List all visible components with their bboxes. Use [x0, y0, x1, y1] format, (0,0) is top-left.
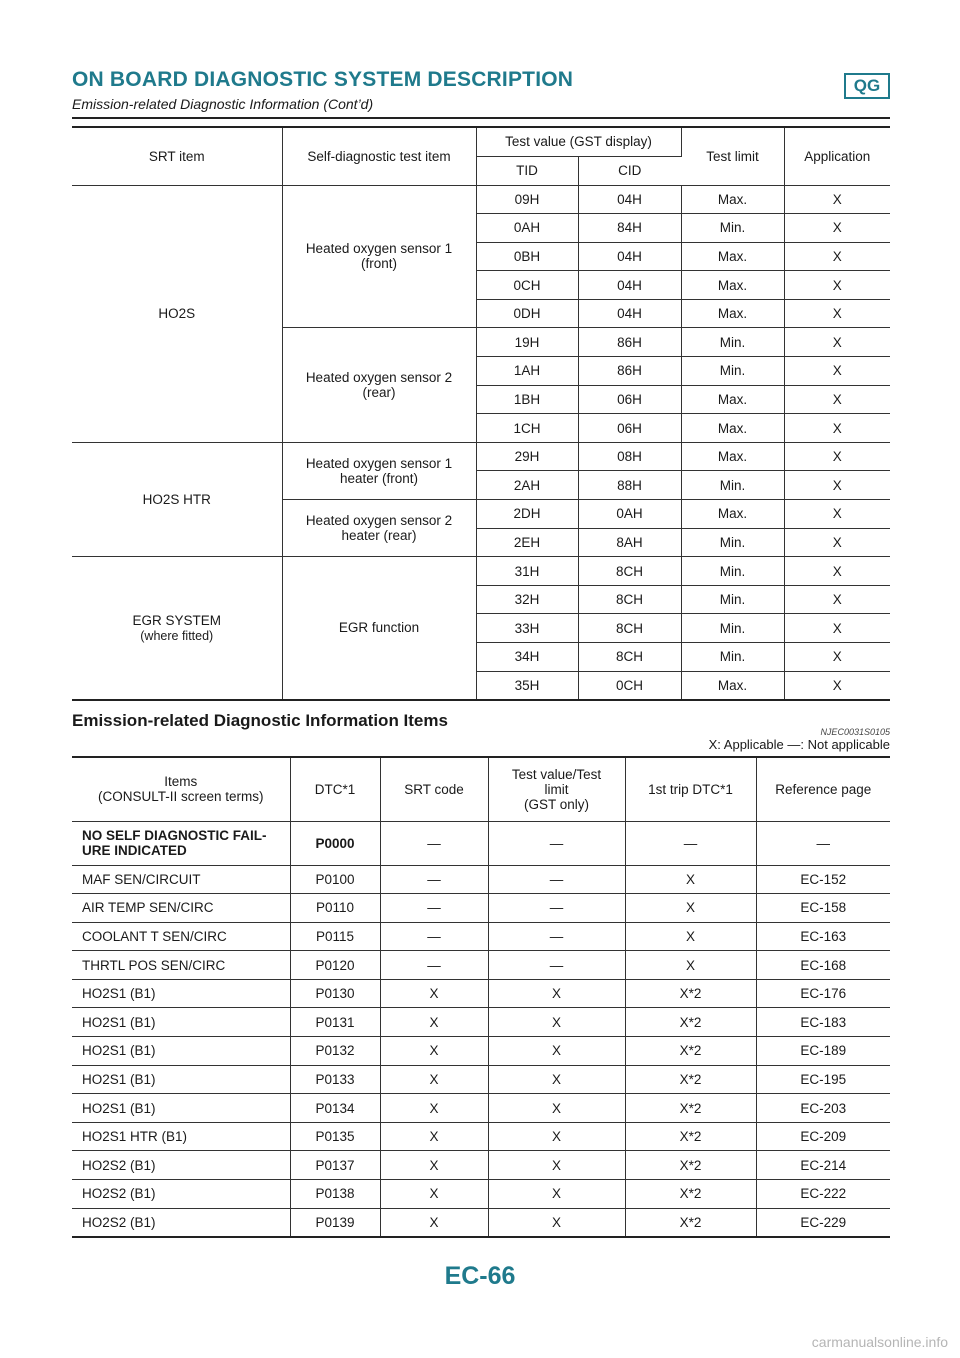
table-cell: 04H — [578, 271, 681, 300]
table-cell: X — [380, 1037, 488, 1066]
srt-test-hos2 — [282, 328, 476, 442]
table-cell: COOLANT T SEN/CIRC — [72, 922, 290, 951]
cell-text-line: Heated oxygen sensor 2 — [305, 513, 453, 529]
table-cell: 31H — [476, 557, 578, 586]
table-cell: P0131 — [290, 1008, 380, 1037]
table-cell: 06H — [578, 385, 681, 414]
table-cell: Max. — [681, 299, 784, 328]
table-cell: HO2S1 (B1) — [72, 1008, 290, 1037]
cell-text-line: (rear) — [362, 385, 396, 401]
table-cell: 88H — [578, 471, 681, 500]
table-cell: — — [756, 821, 890, 865]
table-cell: P0135 — [290, 1122, 380, 1151]
table-cell: X — [784, 614, 890, 643]
section-legend: X: Applicable —: Not applicable — [708, 737, 890, 752]
srt-header-test-limit: Test limit — [681, 127, 784, 185]
table-cell: X — [488, 979, 625, 1008]
table-cell: Max. — [681, 385, 784, 414]
srt-header-tid: TID — [476, 156, 578, 185]
table-row — [72, 1008, 890, 1037]
table-cell: X — [380, 1208, 488, 1237]
table-cell: — — [380, 951, 488, 980]
table-row — [72, 1122, 890, 1151]
cell-text-line: (front) — [360, 256, 397, 272]
table-cell: 06H — [578, 414, 681, 443]
table-cell: — — [488, 865, 625, 894]
table-cell: X — [488, 1008, 625, 1037]
table-cell: — — [488, 922, 625, 951]
cell-text-line: (GST only) — [523, 796, 589, 812]
table-row — [72, 821, 890, 865]
cell-text-line: Heated oxygen sensor 1 — [305, 241, 453, 257]
watermark: carmanualsonline.info — [811, 1334, 948, 1350]
table-cell: X — [380, 1008, 488, 1037]
cell-text-line: heater (rear) — [341, 528, 417, 544]
table-cell: X — [488, 1151, 625, 1180]
table-cell: 08H — [578, 442, 681, 471]
section-title: Emission-related Diagnostic Information Items — [72, 711, 448, 730]
srt-header-self-diag: Self-diagnostic test item — [282, 127, 476, 185]
table-row — [72, 1065, 890, 1094]
table-cell: X — [488, 1037, 625, 1066]
table-cell: EC-189 — [756, 1037, 890, 1066]
table-row — [72, 951, 890, 980]
table-row — [72, 1180, 890, 1209]
table-cell: X — [784, 299, 890, 328]
table-cell: Min. — [681, 643, 784, 672]
table-cell: 8AH — [578, 528, 681, 557]
table-cell: 8CH — [578, 643, 681, 672]
table-cell: X — [784, 385, 890, 414]
table-cell: X — [784, 471, 890, 500]
table-cell: 0BH — [476, 242, 578, 271]
table-cell: Min. — [681, 214, 784, 243]
table-cell: HO2S1 (B1) — [72, 1094, 290, 1123]
page-title: ON BOARD DIAGNOSTIC SYSTEM DESCRIPTION — [72, 68, 574, 91]
table-cell: EC-195 — [756, 1065, 890, 1094]
table-cell: EC-203 — [756, 1094, 890, 1123]
table-cell: X — [488, 1122, 625, 1151]
table-cell: Min. — [681, 471, 784, 500]
table-cell: P0134 — [290, 1094, 380, 1123]
cell-text-line: Items — [164, 774, 198, 790]
table-cell: EC-176 — [756, 979, 890, 1008]
table-cell: X — [784, 328, 890, 357]
table-cell: P0115 — [290, 922, 380, 951]
table-cell: X — [488, 1208, 625, 1237]
table-cell: Min. — [681, 528, 784, 557]
table-cell: X — [625, 865, 756, 894]
table-cell: X — [784, 528, 890, 557]
table-cell: X — [488, 1065, 625, 1094]
table-cell: Min. — [681, 585, 784, 614]
table-cell: X — [380, 1151, 488, 1180]
table-cell: X — [625, 894, 756, 923]
table-cell: X — [380, 1094, 488, 1123]
cell-text-line: NO SELF DIAGNOSTIC FAIL- — [82, 828, 267, 843]
table-cell: X — [784, 357, 890, 386]
table-cell: HO2S1 (B1) — [72, 1037, 290, 1066]
table-cell: 1CH — [476, 414, 578, 443]
table-cell: HO2S2 (B1) — [72, 1151, 290, 1180]
table-cell: Max. — [681, 500, 784, 529]
table-cell: 32H — [476, 585, 578, 614]
table-cell: 8CH — [578, 585, 681, 614]
table-cell: X — [488, 1180, 625, 1209]
table-cell: EC-222 — [756, 1180, 890, 1209]
srt-table — [72, 126, 890, 701]
cell-text-line: Heated oxygen sensor 1 — [305, 455, 453, 471]
table-cell: 2EH — [476, 528, 578, 557]
cell-text-line: (where fitted) — [140, 628, 214, 643]
items-header-1st-trip: 1st trip DTC*1 — [625, 757, 756, 821]
table-cell: X — [625, 951, 756, 980]
srt-test-htr1 — [282, 442, 476, 499]
page-number: EC-66 — [444, 1262, 516, 1290]
srt-header-srt-item: SRT item — [72, 127, 282, 185]
table-cell: EC-168 — [756, 951, 890, 980]
srt-header-test-value: Test value (GST display) — [476, 127, 681, 156]
table-cell: X — [784, 557, 890, 586]
table-cell: 0CH — [578, 671, 681, 700]
table-cell: X — [784, 414, 890, 443]
table-cell: X — [625, 922, 756, 951]
table-cell: 2DH — [476, 500, 578, 529]
table-cell: X*2 — [625, 1122, 756, 1151]
table-row — [72, 1208, 890, 1237]
table-cell: 35H — [476, 671, 578, 700]
table-cell: HO2S1 HTR (B1) — [72, 1122, 290, 1151]
table-row — [72, 1037, 890, 1066]
table-cell: HO2S2 (B1) — [72, 1180, 290, 1209]
table-cell: — — [380, 894, 488, 923]
srt-header-cid: CID — [578, 156, 681, 185]
table-cell: Max. — [681, 242, 784, 271]
table-row — [72, 979, 890, 1008]
table-cell: Max. — [681, 442, 784, 471]
table-cell: Min. — [681, 557, 784, 586]
table-cell: X*2 — [625, 1208, 756, 1237]
items-header-dtc: DTC*1 — [290, 757, 380, 821]
table-cell: X — [784, 500, 890, 529]
table-cell: 19H — [476, 328, 578, 357]
table-cell: X — [380, 1180, 488, 1209]
table-cell: P0100 — [290, 865, 380, 894]
table-cell: HO2S1 (B1) — [72, 1065, 290, 1094]
table-cell: P0138 — [290, 1180, 380, 1209]
table-cell: THRTL POS SEN/CIRC — [72, 951, 290, 980]
table-cell: — — [380, 821, 488, 865]
table-cell: P0132 — [290, 1037, 380, 1066]
table-cell: — — [625, 821, 756, 865]
table-cell: X — [784, 671, 890, 700]
table-cell: 0AH — [578, 500, 681, 529]
table-cell: 1BH — [476, 385, 578, 414]
table-cell: — — [380, 922, 488, 951]
section-code: NJEC0031S0105 — [820, 727, 890, 737]
srt-group-ho2s: HO2S — [72, 185, 282, 442]
table-cell: EC-152 — [756, 865, 890, 894]
table-row — [72, 185, 890, 214]
table-cell: EC-163 — [756, 922, 890, 951]
table-cell: X*2 — [625, 1037, 756, 1066]
table-cell: 09H — [476, 185, 578, 214]
table-cell: Max. — [681, 185, 784, 214]
table-cell: X — [380, 979, 488, 1008]
table-cell: EC-229 — [756, 1208, 890, 1237]
srt-group-egr — [72, 557, 282, 700]
cell-text-line: (CONSULT-II screen terms) — [97, 789, 264, 805]
table-cell: 0AH — [476, 214, 578, 243]
table-cell: HO2S2 (B1) — [72, 1208, 290, 1237]
table-cell: X — [784, 643, 890, 672]
table-cell: X*2 — [625, 1008, 756, 1037]
table-cell: 86H — [578, 328, 681, 357]
table-cell: P0120 — [290, 951, 380, 980]
table-row — [72, 894, 890, 923]
cell-text-line: limit — [544, 781, 569, 797]
table-cell: 33H — [476, 614, 578, 643]
table-cell: X — [380, 1065, 488, 1094]
table-cell: — — [488, 821, 625, 865]
srt-group-ho2s-htr: HO2S HTR — [72, 442, 282, 556]
table-row — [72, 1151, 890, 1180]
table-row — [72, 922, 890, 951]
table-row — [72, 442, 890, 471]
items-table — [72, 756, 890, 1238]
header-rule — [72, 117, 890, 119]
table-cell: Max. — [681, 671, 784, 700]
items-header-test-value — [488, 757, 625, 821]
table-cell: X — [784, 585, 890, 614]
table-cell: X — [784, 271, 890, 300]
table-cell: X — [784, 185, 890, 214]
table-cell: X*2 — [625, 1094, 756, 1123]
table-cell: Min. — [681, 357, 784, 386]
srt-test-htr2 — [282, 500, 476, 557]
table-cell: 8CH — [578, 614, 681, 643]
table-cell: 34H — [476, 643, 578, 672]
table-cell: EC-183 — [756, 1008, 890, 1037]
table-cell: X — [784, 214, 890, 243]
table-cell: EC-158 — [756, 894, 890, 923]
cell-text-line: Test value/Test — [511, 766, 602, 782]
table-cell: X*2 — [625, 1151, 756, 1180]
table-row — [72, 1094, 890, 1123]
table-cell: HO2S1 (B1) — [72, 979, 290, 1008]
cell-text-line: EGR SYSTEM — [132, 612, 221, 628]
engine-badge: QG — [844, 73, 890, 99]
table-cell: X*2 — [625, 1180, 756, 1209]
item-name — [72, 821, 290, 865]
table-row — [72, 865, 890, 894]
table-cell: X — [784, 242, 890, 271]
table-cell: X*2 — [625, 979, 756, 1008]
table-cell: 84H — [578, 214, 681, 243]
table-cell: P0000 — [290, 821, 380, 865]
table-cell: P0110 — [290, 894, 380, 923]
table-cell: EC-214 — [756, 1151, 890, 1180]
table-cell: — — [380, 865, 488, 894]
table-cell: 8CH — [578, 557, 681, 586]
table-cell: X — [488, 1094, 625, 1123]
table-cell: 29H — [476, 442, 578, 471]
table-cell: 86H — [578, 357, 681, 386]
table-cell: 1AH — [476, 357, 578, 386]
cell-text-line: Heated oxygen sensor 2 — [305, 370, 453, 386]
table-cell: 04H — [578, 242, 681, 271]
table-cell: P0130 — [290, 979, 380, 1008]
table-row — [72, 557, 890, 586]
srt-header-application: Application — [784, 127, 890, 185]
table-cell: X*2 — [625, 1065, 756, 1094]
cell-text-line: URE INDICATED — [82, 843, 187, 858]
table-cell: 0CH — [476, 271, 578, 300]
table-cell: Min. — [681, 328, 784, 357]
table-cell: Max. — [681, 271, 784, 300]
cell-text-line: heater (front) — [339, 470, 419, 486]
table-cell: EC-209 — [756, 1122, 890, 1151]
items-header-items — [72, 757, 290, 821]
table-cell: 04H — [578, 185, 681, 214]
table-cell: 04H — [578, 299, 681, 328]
table-cell: X — [784, 442, 890, 471]
table-cell: X — [380, 1122, 488, 1151]
srt-test-hos1 — [282, 185, 476, 328]
table-cell: 0DH — [476, 299, 578, 328]
items-header-reference: Reference page — [756, 757, 890, 821]
table-cell: Max. — [681, 414, 784, 443]
table-cell: Min. — [681, 614, 784, 643]
table-cell: 2AH — [476, 471, 578, 500]
table-cell: MAF SEN/CIRCUIT — [72, 865, 290, 894]
table-cell: — — [488, 951, 625, 980]
table-cell: P0133 — [290, 1065, 380, 1094]
table-cell: AIR TEMP SEN/CIRC — [72, 894, 290, 923]
table-cell: P0139 — [290, 1208, 380, 1237]
table-cell: P0137 — [290, 1151, 380, 1180]
items-header-srt: SRT code — [380, 757, 488, 821]
page-subtitle: Emission-related Diagnostic Information (Cont’d) — [72, 96, 374, 112]
table-cell: — — [488, 894, 625, 923]
srt-test-egr: EGR function — [282, 557, 476, 700]
